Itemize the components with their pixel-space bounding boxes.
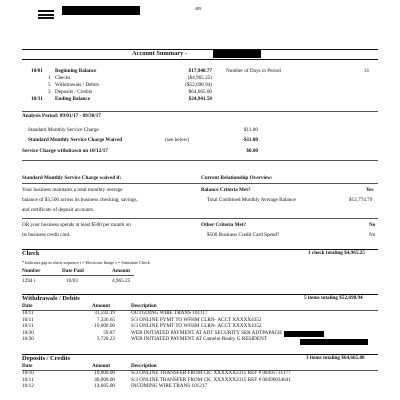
- days-in-period-label: Number of Days in Period: [226, 68, 281, 74]
- redacted-withdrawal-ref-1: [284, 331, 324, 337]
- withdrawal-description: WEB INITIATED PAYMENT AT ADT SECURITY SER ADTPAPACH: [131, 329, 282, 336]
- checks-legend: * Indicates gap in check sequence i = Electronic Image s = Substitute Check: [22, 260, 150, 265]
- deposits-header-amount: Amount: [92, 363, 111, 369]
- analysis-amount: -$11.00: [242, 137, 258, 143]
- deposits-summary: 3 items totaling $64,665.00: [306, 355, 365, 361]
- analysis-period: Analysis Period: 09/01/17 - 09/30/17: [22, 113, 101, 119]
- summary-label: Withdrawals / Debits: [55, 82, 99, 88]
- summary-date: 10/01: [31, 68, 43, 74]
- deposit-description: S/3 ONLINE TRANSFER FROM CK: XXXXXX2315 REF # 00495731177: [131, 370, 291, 376]
- waiver-or-line-1: OR your business spends at least $500 per month on: [22, 222, 131, 228]
- analysis-note: (see below): [165, 137, 190, 143]
- summary-count: 3: [48, 89, 51, 95]
- card-spend-label: $500 Business Credit Card Spend?: [207, 232, 280, 238]
- withdrawals-header-description: Description: [131, 303, 157, 309]
- summary-label: Deposits / Credits: [55, 89, 93, 95]
- other-criteria-value: No: [369, 222, 376, 228]
- other-criteria-label: Other Criteria Met?: [201, 222, 247, 228]
- withdrawals-header-date: Date: [22, 303, 33, 309]
- analysis-rule-bottom: [22, 160, 378, 161]
- summary-amount: $64,665.00: [188, 89, 212, 95]
- deposits-header-date: Date: [22, 363, 33, 369]
- deposit-amount: 40,000.00: [94, 376, 115, 383]
- checks-header-amount: Amount: [112, 268, 131, 274]
- deposits-header-description: Description: [131, 363, 157, 369]
- waiver-line-1: Your business maintains a total monthly average: [22, 187, 123, 193]
- withdrawal-amount: 3,720.23: [96, 336, 115, 343]
- withdrawal-date: 10/11: [22, 323, 34, 330]
- checks-header-number: Number: [22, 268, 41, 274]
- withdrawal-date: 10/30: [22, 336, 34, 343]
- waiver-line-3: and certificate of deposit accounts.: [22, 207, 95, 213]
- summary-amount: ($4,965.25): [187, 75, 212, 81]
- summary-label: Beginning Balance: [55, 68, 97, 74]
- withdrawal-description: WEB INITIATED PAYMENT AT Camelot Realty G RESIDENT: [131, 336, 267, 343]
- withdrawals-header-amount: Amount: [92, 303, 111, 309]
- relationship-title: Current Relationship Overview:: [201, 175, 273, 181]
- deposit-date: 10/12: [22, 383, 34, 390]
- summary-rule-bottom: [22, 59, 378, 60]
- summary-rule-top: [22, 49, 378, 50]
- withdrawal-date: 10/11: [22, 316, 34, 323]
- withdrawal-amount: 31,592.19: [94, 310, 115, 316]
- deposit-description: S/3 ONLINE TRANSFER FROM CK: XXXXXX2315 REF # 00496034641: [131, 376, 291, 383]
- waiver-title: Standard Monthly Service Charge waived if:: [22, 175, 122, 181]
- combined-balance-label: Total Combined Monthly Average Balance: [207, 197, 296, 203]
- combined-balance-value: $12,774.79: [349, 197, 373, 203]
- summary-date: 10/31: [31, 96, 43, 102]
- check-amount: 4,965.25: [112, 278, 131, 284]
- check-number: 1294 i: [22, 278, 36, 284]
- analysis-rule: [22, 111, 378, 112]
- summary-count: 1: [48, 75, 51, 81]
- analysis-label: Standard Monthly Service Charge: [28, 127, 99, 133]
- summary-count: 5: [48, 82, 51, 88]
- balance-criteria-label: Balance Criteria Met?: [201, 187, 251, 193]
- days-in-period-value: 31: [364, 68, 370, 74]
- withdrawal-description: OUTGOING WIRE TRANS 101117: [131, 310, 208, 316]
- card-spend-value: No: [369, 232, 376, 238]
- summary-amount: ($52,698.94): [185, 82, 212, 88]
- waiver-rule: [22, 183, 378, 184]
- redacted-account-number: [213, 50, 261, 58]
- analysis-amount: $11.00: [243, 127, 258, 133]
- deposit-date: 10/10: [22, 370, 34, 376]
- deposit-amount: 10,000.00: [94, 370, 115, 376]
- withdrawal-amount: 59.87: [103, 329, 115, 336]
- waiver-line-2: balance of $3,500 across its business checking, savings,: [22, 197, 138, 203]
- waiver-rule-mid: [22, 218, 378, 219]
- withdrawal-description: S/3 ONLINE PYMT TO WFHM CLRN- ACCT XXXXX4352: [131, 316, 262, 323]
- checks-header-rule: [22, 275, 134, 276]
- withdrawals-title: Withdrawals / Debits: [22, 295, 80, 302]
- summary-label: Checks: [55, 75, 71, 81]
- deposits-title: Deposits / Credits: [22, 355, 71, 362]
- analysis-amount: $0.00: [246, 148, 258, 154]
- deposit-date: 10/11: [22, 376, 34, 383]
- summary-amount: $24,941.58: [188, 96, 212, 102]
- bank-logo: [38, 10, 54, 19]
- deposit-description: INCOMING WIRE TRANS 101217: [131, 383, 208, 390]
- checks-summary: 1 check totaling $4,965.25: [308, 250, 365, 256]
- withdrawal-amount: 7,326.65: [96, 316, 115, 323]
- waiver-or-line-2: its business credit card.: [22, 232, 71, 238]
- checks-title: Check: [22, 250, 40, 257]
- withdrawal-date: 10/11: [22, 310, 34, 316]
- withdrawals-summary: 5 items totaling $52,698.94: [304, 295, 363, 301]
- withdrawal-date: 10/30: [22, 329, 34, 336]
- summary-amount: $17,940.77: [188, 68, 212, 74]
- analysis-label: Standard Monthly Service Charge Waived: [28, 137, 123, 143]
- balance-criteria-value: Yes: [366, 187, 374, 193]
- check-date-paid: 10/03: [66, 278, 78, 284]
- redacted-account-header: [62, 6, 140, 15]
- summary-label: Ending Balance: [55, 96, 91, 102]
- redacted-withdrawal-ref-2: [300, 339, 368, 345]
- withdrawal-description: S/3 ONLINE PYMT TO WFHM CLRN- ACCT XXXXX4352: [131, 323, 262, 330]
- deposit-amount: 14,665.00: [94, 383, 115, 390]
- checks-header-date: Date Paid: [62, 268, 84, 274]
- page-number: 489: [195, 6, 202, 11]
- withdrawal-amount: 10,000.00: [94, 323, 115, 330]
- summary-title: Account Summary -: [132, 50, 188, 57]
- analysis-label: Service Charge withdrawn on 10/12/17: [22, 148, 108, 154]
